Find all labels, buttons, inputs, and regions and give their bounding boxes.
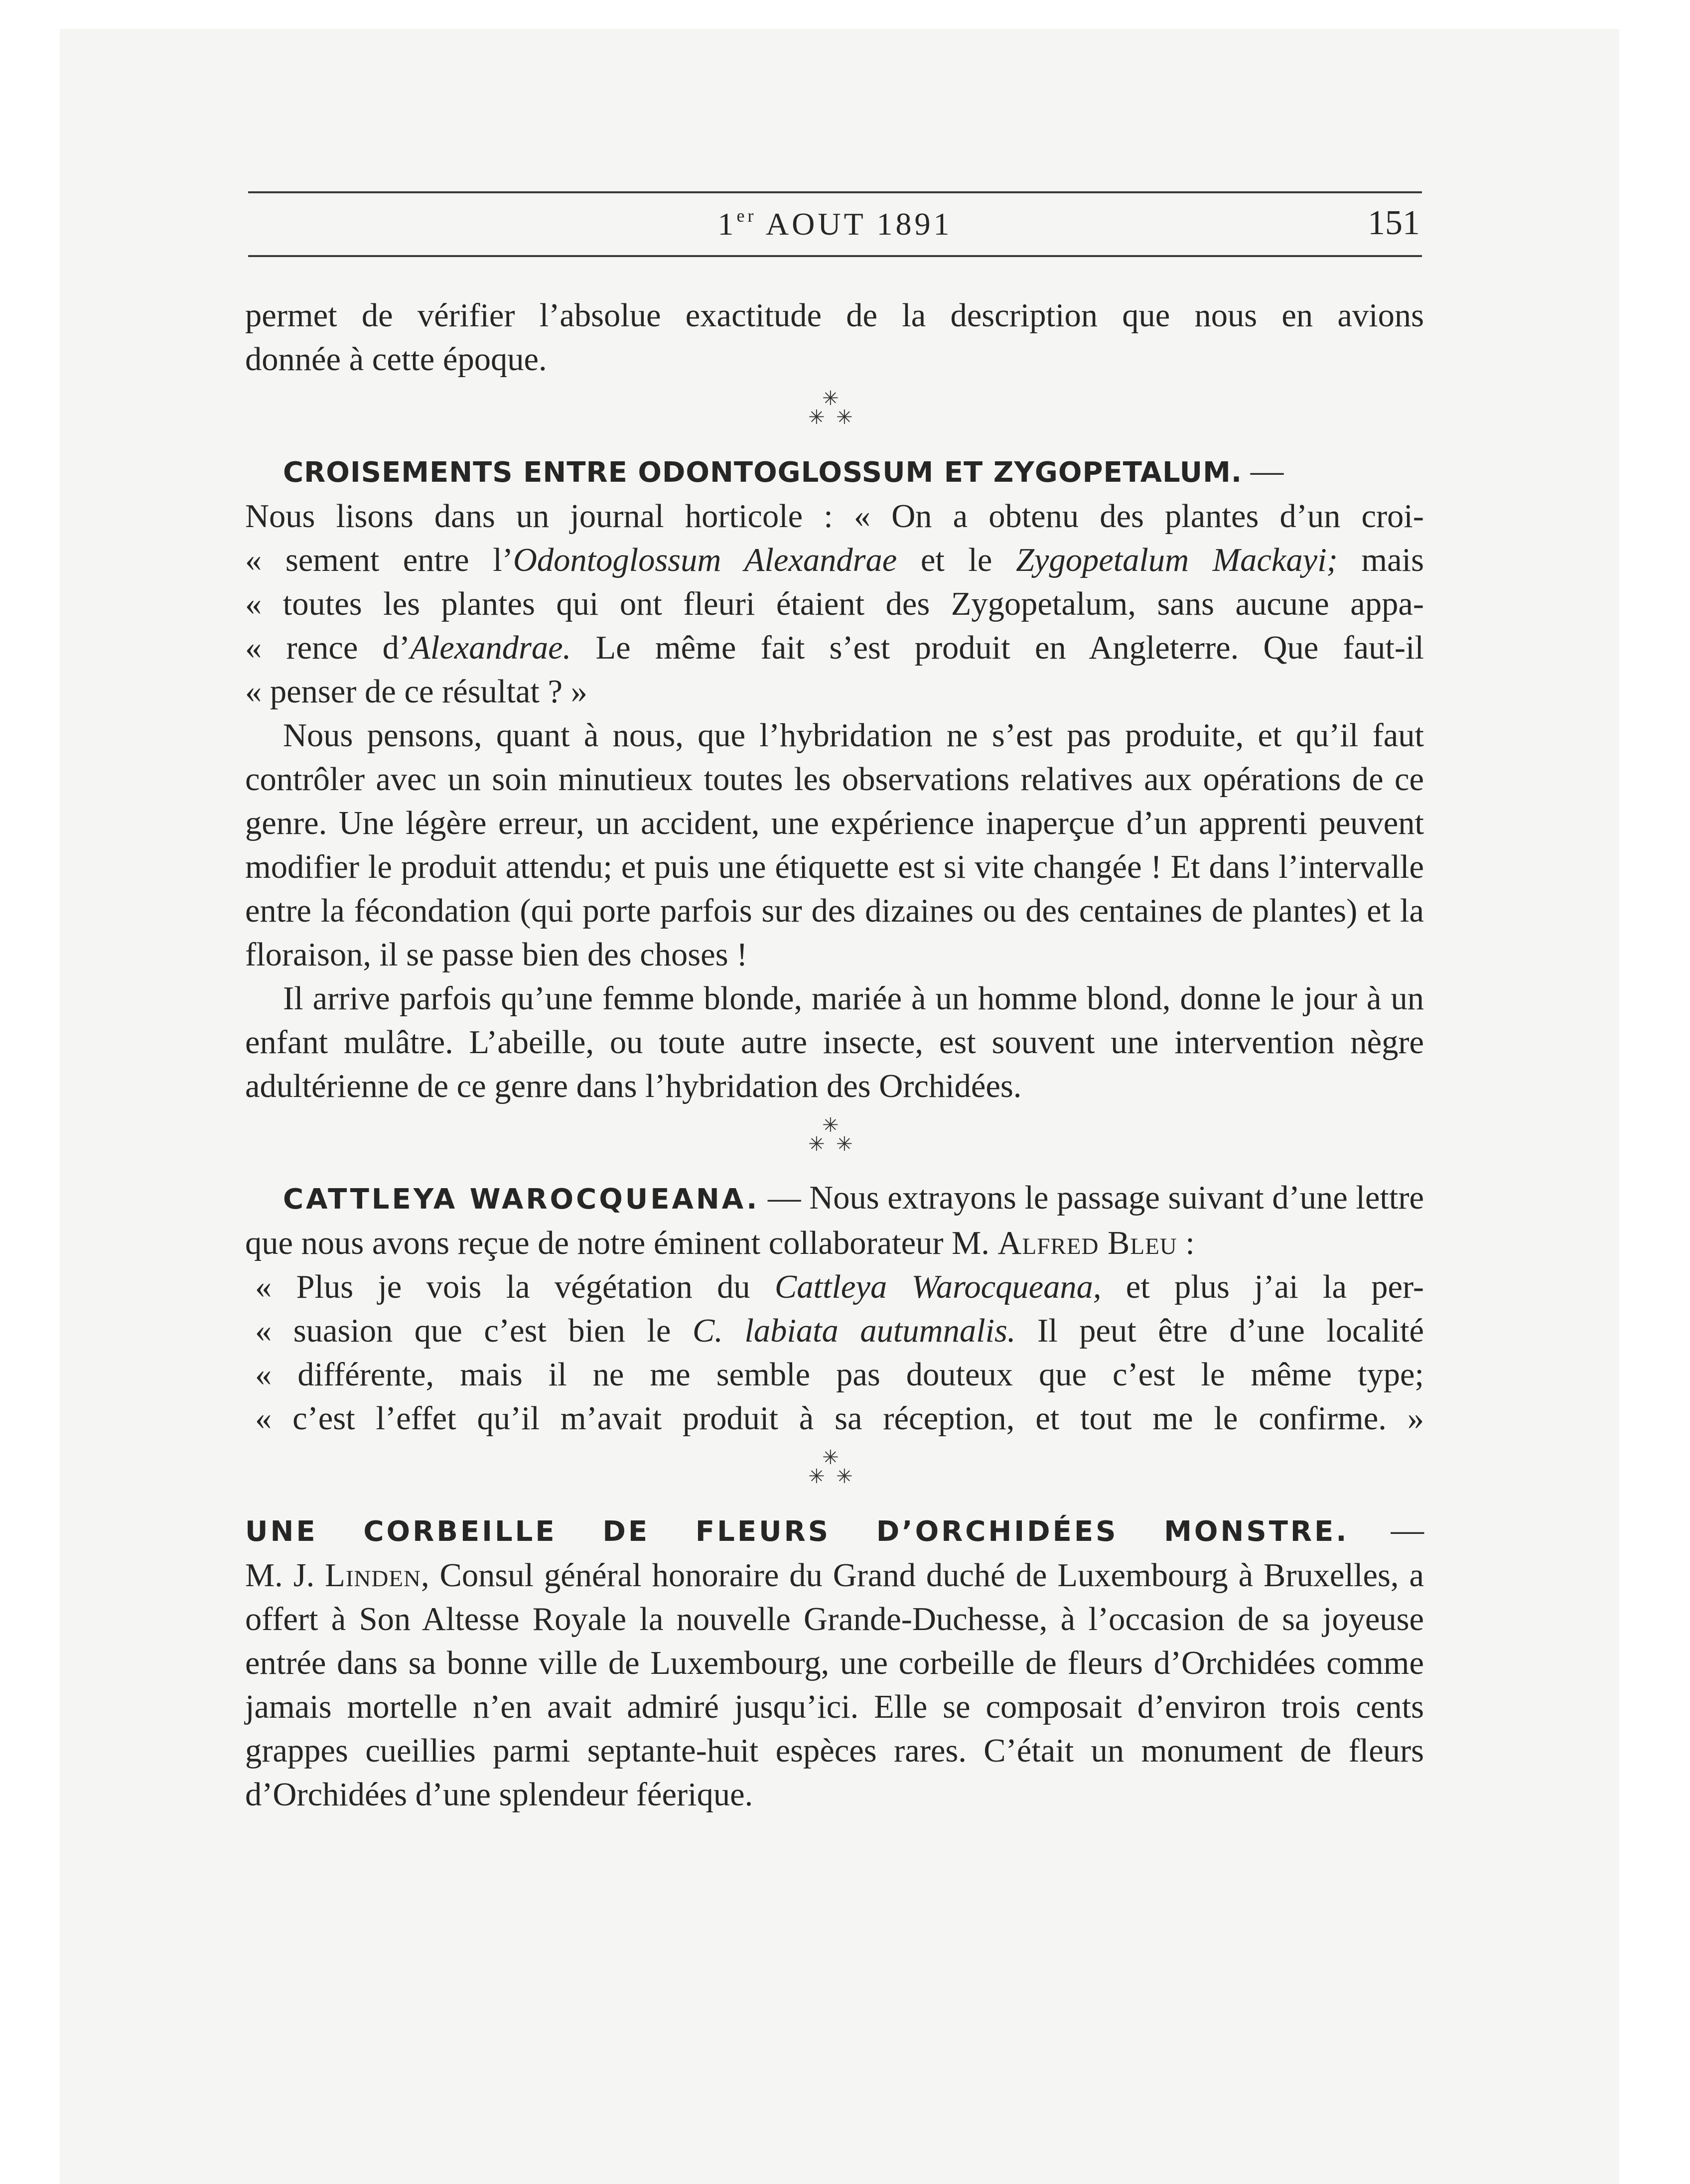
author-name: Alfred Bleu: [997, 1225, 1177, 1261]
article-body: [245, 294, 1424, 1817]
header-rule-top: [248, 191, 1422, 193]
section-heading: UNE CORBEILLE DE FLEURS D’ORCHIDÉES MONSTRE.: [245, 1515, 1349, 1548]
species-name: C. labiata autumnalis.: [692, 1313, 1016, 1349]
quote-line: [255, 1309, 1424, 1353]
page-number: 151: [1368, 204, 1420, 242]
section-heading: CROISEMENTS ENTRE ODONTOGLOSSUM ET ZYGOPETALUM.: [283, 456, 1243, 489]
text-fragment: « Plus je vois la végétation du: [255, 1269, 775, 1305]
text-line: [245, 539, 1424, 582]
section-croisements-paragraph-2: Nous pensons, quant à nous, que l’hybridation ne s’est pas produite, et qu’il faut contrôler avec un soin minutieux toutes les observations relatives aux opérations de ce genre. Une légère erreur, un accident, une expérience inaperçue d’un apprenti peuvent modifier le produit attendu; et puis une étiquette est si vite changée ! Et dans l’intervalle entre la fécondation (qui porte parfois sur des dizaines ou des centaines de plantes) et la floraison, il se passe bien des choses !: [245, 717, 1424, 973]
intro-line: donnée à cette époque.: [245, 341, 547, 378]
asterisk-icon: ✳: [808, 1465, 825, 1488]
species-name: Alexandrae.: [410, 630, 571, 666]
species-name: Zygopetalum Mackayi;: [1015, 542, 1338, 578]
text-fragment: M. J.: [245, 1557, 325, 1594]
heading-dash: —: [1349, 1512, 1424, 1548]
section-heading: CATTLEYA WAROCQUEANA.: [283, 1183, 760, 1216]
section-croisements-heading-line: [245, 449, 1424, 495]
asterism-divider: [245, 1111, 1424, 1166]
text-fragment: Il peut être d’une localité: [1015, 1313, 1424, 1349]
text-fragment: et plus j’ai la per-: [1101, 1269, 1424, 1305]
text-fragment: Le même fait s’est produit en Angleterre. Que faut-il: [571, 630, 1424, 666]
text-fragment: et le: [897, 542, 1016, 578]
asterisk-icon: ✳: [836, 1465, 853, 1488]
quote-line: [255, 1265, 1424, 1309]
species-name: Cattleya Warocqueana,: [774, 1269, 1102, 1305]
asterisk-icon: ✳: [822, 387, 839, 410]
running-title: [248, 205, 1422, 243]
asterisk-icon: ✳: [836, 1133, 853, 1156]
text-fragment: « rence d’: [245, 630, 411, 666]
asterisk-icon: ✳: [836, 406, 853, 429]
section-corbeille-heading-line: [245, 1508, 1424, 1554]
quote-line: « différente, mais il ne me semble pas douteux que c’est le même type;: [255, 1357, 1424, 1393]
asterism-divider: [245, 1444, 1424, 1499]
section-croisements-paragraph-1: [245, 495, 1424, 714]
species-name: Odontoglossum Alexandrae: [513, 542, 897, 578]
header-title: AOUT 1891: [765, 206, 953, 242]
section-cattleya-paragraph: [245, 1176, 1424, 1265]
intro-paragraph: [245, 294, 1424, 382]
intro-line: permet de vérifier l’absolue exactitude de la description que nous en avions: [245, 297, 1424, 334]
heading-dash: —: [1242, 453, 1284, 489]
text-line: « penser de ce résultat ? »: [245, 674, 587, 710]
running-head: [248, 201, 1422, 251]
header-day-suffix: er: [736, 206, 757, 226]
text-fragment: « sement entre l’: [245, 542, 513, 578]
section-croisements-paragraph-3: Il arrive parfois qu’une femme blonde, mariée à un homme blond, donne le jour à un enfant mulâtre. L’abeille, ou toute autre insecte, est souvent une intervention nègre adultérienne de ce genre dans l’hybridation des Orchidées.: [245, 980, 1424, 1104]
text-fragment: « suasion que c’est bien le: [255, 1313, 693, 1349]
text-line: [245, 626, 1424, 670]
text-line: « toutes les plantes qui ont fleuri étaient des Zygopetalum, sans aucune appa-: [245, 586, 1424, 622]
asterisk-icon: ✳: [808, 406, 825, 429]
asterisk-icon: ✳: [822, 1446, 839, 1469]
text-fragment: — Nous extrayons le passage suivant d’une lettre que nous avons reçue de notre éminent collaborateur M.: [245, 1180, 1424, 1261]
section-corbeille-paragraph: [245, 1554, 1424, 1817]
text-fragment: mais: [1337, 542, 1424, 578]
asterisk-icon: ✳: [808, 1133, 825, 1156]
header-rule-bottom: [248, 255, 1422, 257]
asterisk-icon: ✳: [822, 1114, 839, 1137]
text-line: Nous lisons dans un journal horticole : « On a obtenu des plantes d’un croi-: [245, 498, 1424, 535]
section-cattleya-quote: [245, 1265, 1424, 1441]
asterism-divider: [245, 385, 1424, 439]
quote-line: « c’est l’effet qu’il m’avait produit à sa réception, et tout me le confirme. »: [255, 1400, 1424, 1437]
header-day: 1: [717, 206, 737, 242]
person-name: Linden: [325, 1557, 421, 1594]
text-fragment: , Consul général honoraire du Grand duché de Luxembourg à Bruxelles, a offert à Son Altesse Royale la nouvelle Grande-Duchesse, à l’occasion de sa joyeuse entrée dans sa bonne ville de Luxembourg, une corbeille de fleurs d’Orchidées comme jamais mortelle n’en avait admiré jusqu’ici. Elle se composait d’environ trois cents grappes cueillies parmi septante-huit espèces rares. C’était un monument de fleurs d’Orchidées d’une splendeur féerique.: [245, 1557, 1424, 1813]
text-fragment: :: [1177, 1225, 1195, 1261]
